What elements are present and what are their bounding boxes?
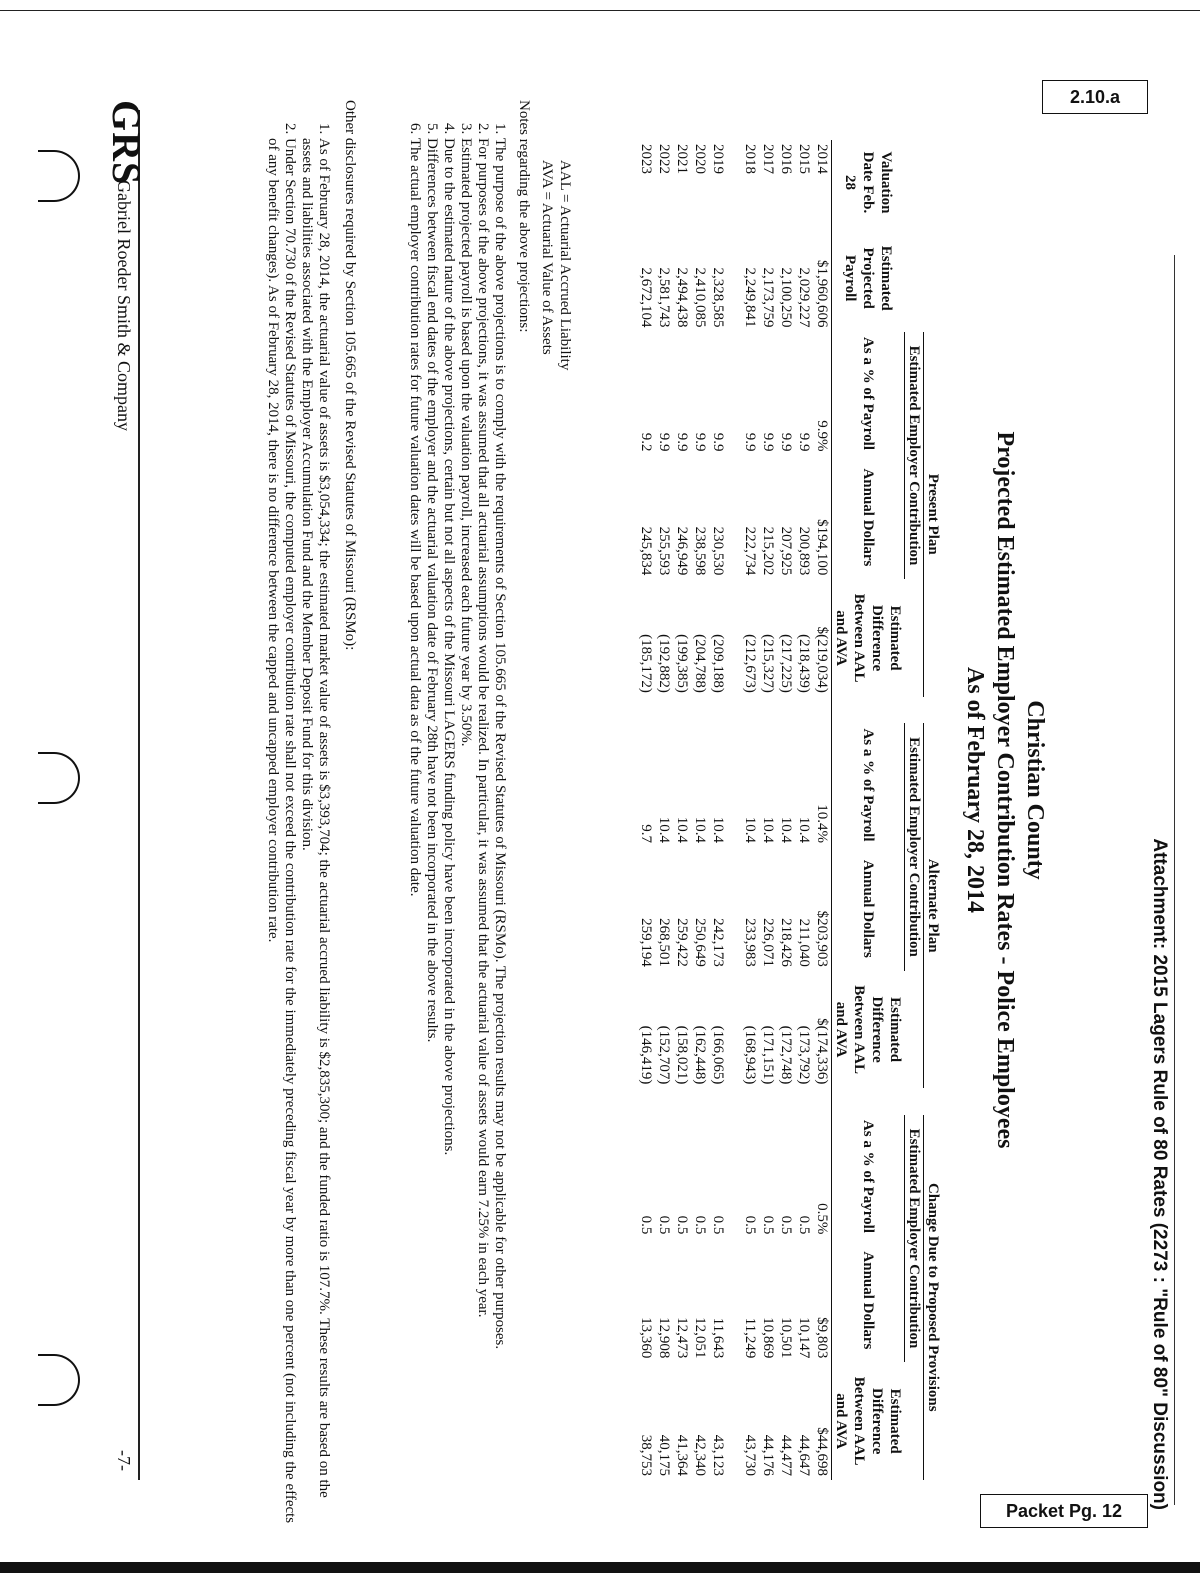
cell-payroll: 2,249,841 (742, 267, 759, 328)
cell-alternate-pct: 9.7 (638, 824, 655, 843)
note-item: 1. The purpose of the above projections is to comply with the requirements of Section 105.665 of the Revised Statutes of Missouri (RSMo). The projection results may not be applicable for other purposes. (491, 138, 508, 1518)
header-dollars: Annual Dollars (832, 455, 905, 579)
cell-alternate-pct: 10.4 (656, 816, 673, 843)
cell-alternate-dollars: 242,173 (710, 918, 727, 967)
cell-date: 2014 (814, 144, 831, 174)
group-present: Present Plan (924, 332, 943, 697)
cell-alternate-diff: (152,707) (656, 1025, 673, 1085)
cell-present-dollars: 200,893 (796, 526, 813, 576)
cell-alternate-diff: (146,419) (638, 1025, 655, 1085)
abbreviation-legend (538, 160, 574, 370)
cell-present-dollars: 245,834 (638, 526, 655, 576)
cell-change-dollars: 13,360 (638, 1317, 655, 1359)
table-row (814, 140, 833, 1480)
cell-date: 2018 (742, 144, 759, 174)
cell-present-diff: $(219,034) (814, 626, 831, 693)
as-of-date: As of February 28, 2014 (962, 667, 988, 913)
cell-change-diff: 41,364 (674, 1434, 691, 1476)
cell-change-dollars: 12,908 (656, 1317, 673, 1359)
cell-change-diff: 42,340 (692, 1434, 709, 1476)
table-row (742, 140, 760, 1480)
cell-change-pct: 0.5 (638, 1215, 655, 1235)
cell-change-dollars: 12,051 (692, 1317, 709, 1359)
header-contribution: Estimated Employer Contribution (905, 332, 924, 580)
cell-present-dollars: 246,949 (674, 526, 691, 576)
cell-alternate-dollars: 259,422 (674, 918, 691, 967)
cell-change-pct: 0.5 (656, 1215, 673, 1235)
item-badge: 2.10.a (1042, 80, 1148, 114)
cell-payroll: 2,672,104 (638, 267, 655, 328)
cell-present-diff: (185,172) (638, 634, 655, 693)
company-name: Gabriel Roeder Smith & Company (114, 180, 134, 431)
cell-present-pct: 9.9 (796, 432, 813, 452)
cell-alternate-diff: (173,792) (796, 1025, 813, 1085)
cell-date: 2020 (692, 144, 709, 174)
cell-present-pct: 9.9 (760, 432, 777, 452)
header-valuation-date: Valuation Date Feb. 28 (832, 140, 905, 225)
cell-change-diff: 43,123 (710, 1434, 727, 1476)
cell-present-diff: (212,673) (742, 634, 759, 693)
cell-present-pct: 9.9 (778, 432, 795, 452)
cell-change-diff: 43,730 (742, 1434, 759, 1476)
cell-alternate-pct: 10.4% (814, 804, 831, 843)
disclosure-item: 2. Under Section 70.730 of the Revised Statutes of Missouri, the computed employer contribution rate shall not exceed the contribution rate for the immediately preceding fiscal year by more than one percent (not including the effects of any benefit changes). As of February 28, 2014, there is no difference between the capped and uncapped employer contribution rate. (264, 138, 298, 1528)
cell-date: 2023 (638, 144, 655, 174)
cell-change-diff: $44,698 (814, 1427, 831, 1476)
table-row (692, 140, 710, 1480)
table-row (796, 140, 814, 1480)
cell-alternate-dollars: 218,426 (778, 918, 795, 967)
cell-change-dollars: 10,869 (760, 1317, 777, 1359)
note-item: 4. Due to the estimated nature of the above projections, certain but not all aspects of the Missouri LAGERS funding policy have been incorporated in the above projections. (440, 138, 457, 1518)
cell-payroll: 2,100,250 (778, 267, 795, 328)
notes-list (406, 110, 508, 1518)
header-dollars: Annual Dollars (832, 1238, 905, 1362)
table-row (778, 140, 796, 1480)
row-spacer (728, 140, 742, 1480)
table-row (638, 140, 656, 1480)
table-row (760, 140, 778, 1480)
header-contribution: Estimated Employer Contribution (905, 723, 924, 971)
header-pct: As a % of Payroll (832, 723, 905, 847)
cell-alternate-diff: (162,448) (692, 1025, 709, 1085)
cell-change-pct: 0.5 (742, 1215, 759, 1235)
cell-date: 2019 (710, 144, 727, 174)
cell-alternate-pct: 10.4 (796, 816, 813, 843)
disclosures-list (264, 110, 332, 1528)
cell-change-dollars: 10,147 (796, 1317, 813, 1359)
cell-present-pct: 9.9 (692, 432, 709, 452)
group-change: Change Due to Proposed Provisions (924, 1115, 943, 1480)
cell-alternate-dollars: $203,903 (814, 910, 831, 967)
note-item: 6. The actual employer contribution rates for future valuation dates will be based upon actual data as of the future valuation date. (406, 138, 423, 1518)
cell-alternate-diff: (166,065) (710, 1025, 727, 1085)
cell-change-dollars: $9,803 (814, 1317, 831, 1359)
table-row (674, 140, 692, 1480)
cell-change-diff: 40,175 (656, 1434, 673, 1476)
cell-present-diff: (199,385) (674, 634, 691, 693)
cell-payroll: 2,173,759 (760, 267, 777, 328)
cell-present-pct: 9.9% (814, 420, 831, 452)
cell-alternate-dollars: 259,194 (638, 918, 655, 967)
cell-alternate-pct: 10.4 (710, 816, 727, 843)
org-title: Christian County (1022, 700, 1048, 880)
cell-change-diff: 44,647 (796, 1434, 813, 1476)
header-contribution: Estimated Employer Contribution (905, 1115, 924, 1363)
page-number: -7- (114, 1450, 134, 1471)
cell-present-pct: 9.2 (638, 432, 655, 452)
cell-alternate-pct: 10.4 (760, 816, 777, 843)
cell-payroll: $1,960,606 (814, 260, 831, 328)
cell-present-dollars: 238,598 (692, 526, 709, 576)
cell-alternate-pct: 10.4 (674, 816, 691, 843)
cell-change-diff: 44,477 (778, 1434, 795, 1476)
cell-change-pct: 0.5 (674, 1215, 691, 1235)
cell-present-dollars: 255,593 (656, 526, 673, 576)
table-row (656, 140, 674, 1480)
page-title: Projected Estimated Employer Contribution Rates - Police Employees (992, 431, 1018, 1149)
cell-present-diff: (217,225) (778, 634, 795, 693)
cell-date: 2017 (760, 144, 777, 174)
cell-present-diff: (209,188) (710, 634, 727, 693)
cell-alternate-diff: (171,151) (760, 1025, 777, 1085)
cell-payroll: 2,581,743 (656, 267, 673, 328)
cell-date: 2016 (778, 144, 795, 174)
legend-ava: AVA = Actuarial Value of Assets (539, 160, 555, 355)
cell-payroll: 2,029,227 (796, 267, 813, 328)
cell-change-pct: 0.5% (814, 1203, 831, 1235)
cell-alternate-dollars: 268,501 (656, 918, 673, 967)
cell-change-dollars: 10,501 (778, 1317, 795, 1359)
cell-alternate-diff: (168,943) (742, 1025, 759, 1085)
cell-present-dollars: 222,734 (742, 526, 759, 576)
cell-present-dollars: 207,925 (778, 526, 795, 576)
cell-payroll: 2,328,585 (710, 267, 727, 328)
header-pct: As a % of Payroll (832, 332, 905, 456)
cell-alternate-diff: $(174,336) (814, 1018, 831, 1085)
projection-table (638, 140, 943, 1480)
header-difference: Estimated Difference Between AAL and AVA (832, 1362, 905, 1480)
cell-change-pct: 0.5 (710, 1215, 727, 1235)
cell-alternate-dollars: 211,040 (796, 918, 813, 967)
cell-date: 2022 (656, 144, 673, 174)
disclosure-item: 1. As of February 28, 2014, the actuarial value of assets is $3,054,334; the estimated market value of assets is $3,393,704; the actuarial accrued liability is $2,835,300; and the funded ratio is 107.7%. These results are based on the assets and liabilities associated with the Employer Accumulation Fund and the Member Deposit Fund for this division. (298, 138, 332, 1528)
cell-change-dollars: 12,473 (674, 1317, 691, 1359)
notes-heading: Notes regarding the above projections: (516, 100, 532, 333)
cell-change-diff: 38,753 (638, 1434, 655, 1476)
cell-alternate-dollars: 226,071 (760, 918, 777, 967)
cell-change-pct: 0.5 (760, 1215, 777, 1235)
cell-alternate-diff: (172,748) (778, 1025, 795, 1085)
cell-alternate-diff: (158,021) (674, 1025, 691, 1085)
cell-present-dollars: $194,100 (814, 519, 831, 576)
cell-present-pct: 9.9 (742, 432, 759, 452)
scan-top-edge (0, 0, 1200, 11)
cell-present-pct: 9.9 (674, 432, 691, 452)
cell-present-diff: (192,882) (656, 634, 673, 693)
cell-alternate-pct: 10.4 (778, 816, 795, 843)
cell-present-diff: (218,439) (796, 634, 813, 693)
header-difference: Estimated Difference Between AAL and AVA (832, 971, 905, 1089)
header-payroll: Estimated Projected Payroll (832, 225, 905, 332)
legend-aal: AAL = Actuarial Accrued Liability (557, 160, 573, 371)
scan-bottom-edge (0, 1562, 1200, 1573)
header-pct: As a % of Payroll (832, 1115, 905, 1239)
note-item: 5. Differences between fiscal end dates of the employer and the actuarial valuation date of February 28th have not been incorporated in the above results. (423, 138, 440, 1518)
note-item: 2. For purposes of the above projections, it was assumed that all actuarial assumptions would be realized. In particular, it was assumed that the actuarial value of assets would earn 7.25% in each year. (474, 138, 491, 1518)
table-row (710, 140, 728, 1480)
cell-alternate-dollars: 250,649 (692, 918, 709, 967)
note-item: 3. Estimated projected payroll is based upon the valuation payroll, increased each future year by 3.50%. (457, 138, 474, 1518)
header-dollars: Annual Dollars (832, 847, 905, 971)
cell-change-pct: 0.5 (796, 1215, 813, 1235)
attachment-header: Attachment: 2015 Lagers Rule of 80 Rates (2273 : "Rule of 80" Discussion) (1149, 838, 1170, 1510)
cell-change-dollars: 11,643 (710, 1317, 727, 1359)
cell-alternate-pct: 10.4 (742, 816, 759, 843)
cell-present-diff: (204,788) (692, 634, 709, 693)
cell-change-pct: 0.5 (778, 1215, 795, 1235)
packet-page-badge: Packet Pg. 12 (980, 1494, 1148, 1528)
cell-present-pct: 9.9 (656, 432, 673, 452)
cell-present-dollars: 215,202 (760, 526, 777, 576)
cell-date: 2021 (674, 144, 691, 174)
cell-change-pct: 0.5 (692, 1215, 709, 1235)
cell-present-dollars: 230,530 (710, 526, 727, 576)
group-alternate: Alternate Plan (924, 723, 943, 1088)
cell-payroll: 2,494,438 (674, 267, 691, 328)
margin-rule (1174, 255, 1175, 1505)
disclosures-heading: Other disclosures required by Section 105.665 of the Revised Statutes of Missouri (RSMo): (342, 100, 358, 651)
cell-change-diff: 44,176 (760, 1434, 777, 1476)
grs-logo: GRS (104, 100, 149, 186)
cell-present-diff: (215,327) (760, 634, 777, 693)
cell-alternate-pct: 10.4 (692, 816, 709, 843)
cell-change-dollars: 11,249 (742, 1317, 759, 1359)
cell-present-pct: 9.9 (710, 432, 727, 452)
cell-payroll: 2,410,085 (692, 267, 709, 328)
cell-alternate-dollars: 233,983 (742, 918, 759, 967)
header-difference: Estimated Difference Between AAL and AVA (832, 579, 905, 697)
cell-date: 2015 (796, 144, 813, 174)
